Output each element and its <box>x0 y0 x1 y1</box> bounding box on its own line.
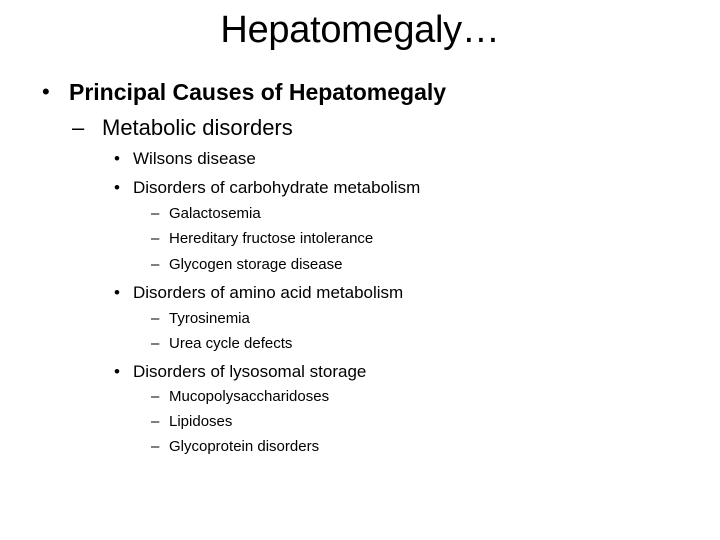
bullet-dot-icon: • <box>114 149 120 168</box>
sub-list-item <box>151 309 250 329</box>
sub-list-item-label: Lipidoses <box>169 413 233 430</box>
sub-list-item <box>151 437 320 457</box>
bullet-dot-icon: • <box>114 178 120 197</box>
bullet-dash-icon: – <box>151 413 160 430</box>
bullet-dash-icon: – <box>151 335 160 352</box>
sub-list-item <box>151 255 343 275</box>
list-item-label: Wilsons disease <box>133 149 256 168</box>
sub-list-item-label: Hereditary fructose intolerance <box>169 230 374 247</box>
bullet-dash-icon: – <box>151 438 160 455</box>
sub-list-item <box>151 334 293 354</box>
list-item <box>114 281 404 305</box>
list-item-label: Disorders of amino acid metabolism <box>133 283 404 302</box>
bullet-dash-icon: – <box>151 230 160 247</box>
bullet-dash-icon: – <box>72 115 85 140</box>
sub-list-item-label: Glycogen storage disease <box>169 256 343 273</box>
bullet-dash-icon: – <box>151 388 160 405</box>
main-heading: Principal Causes of Hepatomegaly <box>69 79 447 105</box>
bullet-dot-icon: • <box>42 79 50 104</box>
bullet-dash-icon: – <box>151 256 160 273</box>
list-item <box>114 176 421 200</box>
bullet-dash-icon: – <box>151 310 160 327</box>
sub-list-item-label: Galactosemia <box>169 205 261 222</box>
slide-title: Hepatomegaly… <box>220 9 500 51</box>
sub-list-item-label: Mucopolysaccharidoses <box>169 388 330 405</box>
category-label: Metabolic disorders <box>102 115 293 140</box>
sub-list-item <box>151 204 261 224</box>
list-item-label: Disorders of carbohydrate metabolism <box>133 178 421 197</box>
heading-bullet-item <box>42 77 447 107</box>
list-item <box>114 147 256 171</box>
sub-list-item-label: Urea cycle defects <box>169 335 293 352</box>
sub-list-item <box>151 229 374 249</box>
category-item <box>72 114 293 142</box>
bullet-dot-icon: • <box>114 362 120 381</box>
sub-list-item <box>151 387 330 407</box>
bullet-dot-icon: • <box>114 283 120 302</box>
list-item <box>114 360 367 384</box>
list-item-label: Disorders of lysosomal storage <box>133 362 367 381</box>
bullet-dash-icon: – <box>151 205 160 222</box>
sub-list-item-label: Tyrosinemia <box>169 310 250 327</box>
sub-list-item <box>151 412 233 432</box>
sub-list-item-label: Glycoprotein disorders <box>169 438 320 455</box>
